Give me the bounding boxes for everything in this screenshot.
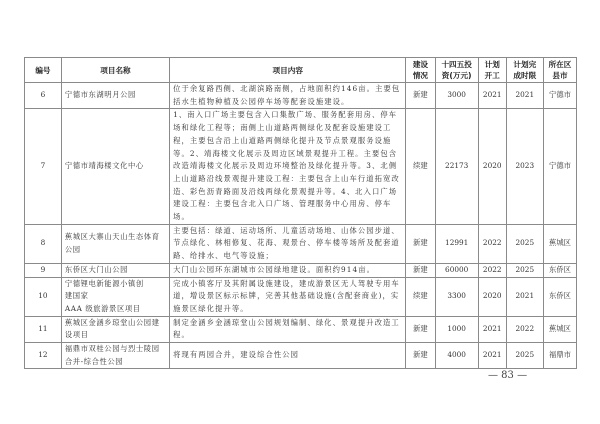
header-district: 所在区县市 [543, 58, 576, 83]
cell-name-line: 建国家 [64, 291, 89, 301]
cell-district: 东侨区 [543, 277, 576, 316]
cell-finish: 2021 [506, 83, 543, 109]
project-table [24, 57, 577, 369]
cell-status: 新建 [406, 263, 435, 277]
cell-finish: 2023 [506, 109, 543, 224]
cell-no: 8 [25, 224, 62, 263]
cell-finish: 2025 [506, 224, 543, 263]
cell-name: 宁德市东湖明月公园 [61, 83, 169, 109]
cell-status: 新建 [406, 83, 435, 109]
cell-district: 东侨区 [543, 263, 576, 277]
table-row [25, 343, 577, 369]
cell-status: 续建 [406, 109, 435, 224]
cell-status: 新建 [406, 316, 435, 342]
header-no: 编号 [25, 58, 62, 83]
cell-district: 蕉城区 [543, 224, 576, 263]
cell-name: 蕉城区大寨山天山生态体育公园 [61, 224, 169, 263]
table-row [25, 263, 577, 277]
cell-content: 完成小镇客厅及其附属设施建设，建成游景区无人驾驶专用车道，增设景区标示标牌，完善其他基础设施(含配套商业)，实施景区绿化提升等。 [170, 277, 406, 316]
page-number: — 83 — [488, 370, 528, 381]
cell-start: 2022 [478, 263, 506, 277]
header-status: 建设情况 [406, 58, 435, 83]
cell-status: 续建 [406, 277, 435, 316]
cell-status: 新建 [406, 343, 435, 369]
table-row [25, 316, 577, 342]
header-content: 项目内容 [170, 58, 406, 83]
cell-content: 制定金涵乡金涵琼堂山公园规划编制、绿化、景观提升改造工程。 [170, 316, 406, 342]
table-header-row [25, 58, 577, 83]
cell-status: 新建 [406, 224, 435, 263]
cell-finish: 2025 [506, 263, 543, 277]
cell-name: 宁德市靖海楼文化中心 [61, 109, 169, 224]
cell-start: 2021 [478, 83, 506, 109]
cell-investment: 1000 [435, 316, 478, 342]
cell-district: 宁德市 [543, 83, 576, 109]
cell-content: 1、南入口广场主要包含入口集散广场、服务配套用房、停车场和绿化工程等；南侧上山道路两侧绿化及配套设施建设工程，主要包含沿上山道路两侧绿化提升及节点景观服务设施等。2、靖海楼文化展示及周边区域景观提升工程。主要包含改造靖海楼文化展示及周边环境整治及绿化提升等。3、北侧上山道路沿线景观提升建设工程：主要包含上山车行道拓宽改造、彩色沥青路面及沿线两绿化景观提升等。4、北入口广场建设工程：主要包含北入口广场、管理服务中心用房、停车场。 [170, 109, 406, 224]
cell-finish: 2021 [506, 277, 543, 316]
cell-name-line: AAA 级旅游景区项目 [64, 303, 141, 313]
cell-name: 福鼎市双桂公园与烈士陵园合并-综合性公园 [61, 343, 169, 369]
table-row [25, 277, 577, 316]
header-start: 计划开工 [478, 58, 506, 83]
cell-no: 11 [25, 316, 62, 342]
cell-district: 蕉城区 [543, 316, 576, 342]
cell-content: 主要包括：绿道、运动场所、儿童活动场地、山体公园步道、节点绿化、林相修复、花海、观景台、停车楼等场所及配套道路、给排水、电气等设施； [170, 224, 406, 263]
cell-start: 2021 [478, 343, 506, 369]
cell-investment: 60000 [435, 263, 478, 277]
cell-district: 福鼎市 [543, 343, 576, 369]
cell-no: 9 [25, 263, 62, 277]
cell-content: 位于余复路西侧、北湖滨路南侧，占地面积约146亩。主要包括水生植物种植及公园停车场等配套设施建设。 [170, 83, 406, 109]
cell-start: 2021 [478, 316, 506, 342]
cell-investment: 3000 [435, 83, 478, 109]
cell-district: 宁德市 [543, 109, 576, 224]
cell-no: 7 [25, 109, 62, 224]
cell-content: 将现有两园合并，建设综合性公园 [170, 343, 406, 369]
header-name: 项目名称 [61, 58, 169, 83]
cell-investment: 3300 [435, 277, 478, 316]
header-finish: 计划完成时限 [506, 58, 543, 83]
cell-name [61, 277, 169, 316]
cell-finish: 2022 [506, 316, 543, 342]
cell-finish: 2025 [506, 343, 543, 369]
cell-start: 2022 [478, 224, 506, 263]
cell-content: 大门山公园环东湖城市公园绿地建设。面积约914亩。 [170, 263, 406, 277]
table-row [25, 83, 577, 109]
cell-no: 10 [25, 277, 62, 316]
cell-no: 6 [25, 83, 62, 109]
header-investment: 十四五投资(万元) [435, 58, 478, 83]
table-row [25, 109, 577, 224]
cell-no: 12 [25, 343, 62, 369]
cell-name: 蕉城区金涵乡琼堂山公园建设项目 [61, 316, 169, 342]
cell-investment: 4000 [435, 343, 478, 369]
cell-investment: 22173 [435, 109, 478, 224]
cell-investment: 12991 [435, 224, 478, 263]
cell-name-line: 宁德锂电新能源小镇创 [64, 278, 144, 288]
cell-start: 2020 [478, 109, 506, 224]
table-row [25, 224, 577, 263]
cell-start: 2020 [478, 277, 506, 316]
cell-name: 东侨区大门山公园 [61, 263, 169, 277]
